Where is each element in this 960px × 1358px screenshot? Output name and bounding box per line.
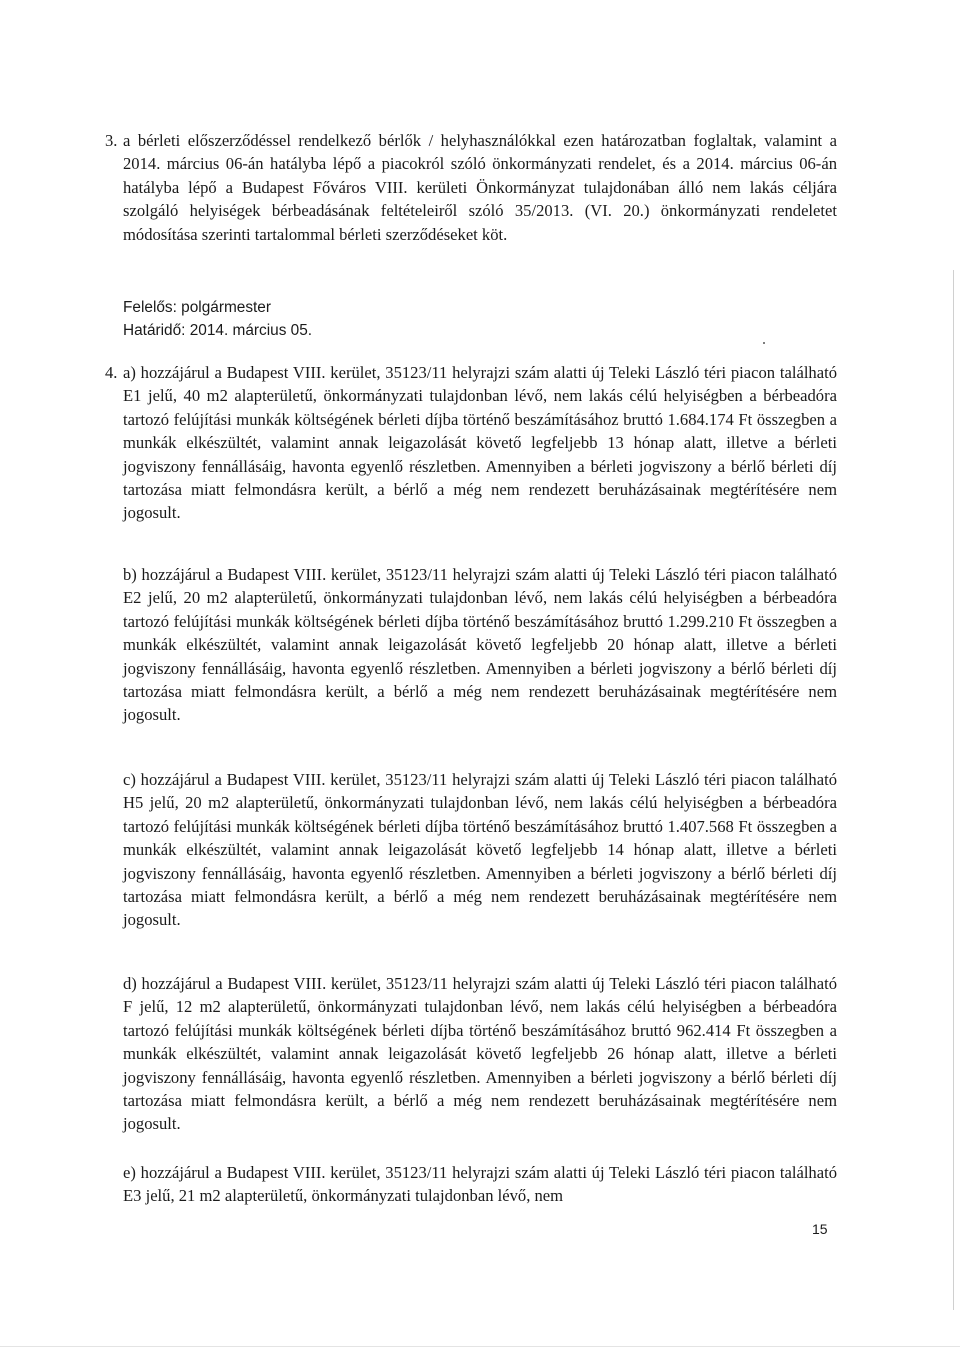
responsible-label: Felelős: polgármester — [123, 299, 271, 316]
item-4b-paragraph: b) hozzájárul a Budapest VIII. kerület, 35123/11 helyrajzi szám alatti új Teleki László téri piacon található E2 jelű, 20 m2 alapterületű, önkormányzati tulajdonban lévő, nem lakás célú helyiségben a bérbeadóra tartozó felújítási munkák költségének bérleti díjba történő beszámításához bruttó 1.299.210 Ft összegben a munkák elkészültét, valamint annak leigazolását követő legfeljebb 20 hónap alatt, illetve a bérleti jogviszony fennállásáig, havonta egyenlő részletben. Amennyiben a bérleti jogviszony a bérlő bérleti díj tartozása miatt felmondásra került, a bérlő a még nem rendezett beruházásainak megtérítésére nem jogosult. — [123, 565, 837, 725]
item-4d-paragraph: d) hozzájárul a Budapest VIII. kerület, 35123/11 helyrajzi szám alatti új Teleki László téri piacon található F jelű, 12 m2 alapterületű, önkormányzati tulajdonban lévő, nem lakás célú helyiségben a bérbeadóra tartozó felújítási munkák költségének bérleti díjba történő beszámításához bruttó 962.414 Ft összegben a munkák elkészültét, valamint annak leigazolását követő legfeljebb 26 hónap alatt, illetve a bérleti jogviszony fennállásáig, havonta egyenlő részletben. Amennyiben a bérleti jogviszony a bérlő bérleti díj tartozása miatt felmondásra került, a bérlő a még nem rendezett beruházásainak megtérítésére nem jogosult. — [123, 974, 837, 1134]
deadline-label: Határidő: 2014. március 05. — [123, 322, 313, 339]
item-3-paragraph: a bérleti előszerződéssel rendelkező bérlők / helyhasználókkal ezen határozatban foglaltak, valamint a 2014. március 06-án hatályba lépő a piacokról szóló önkormányzati rendelet, és a 2014. március 06-án hatályba lépő a Budapest Főváros VIII. kerületi Önkormányzat tulajdonában álló nem lakás céljára szolgáló helyiségek bérbeadásának feltételeiről szóló 35/2013. (VI. 20.) önkormányzati rendeletet módosítása szerinti tartalommal bérleti szerződéseket köt. — [123, 131, 837, 244]
scan-edge-bottom — [0, 1346, 960, 1347]
item-4-number: 4. — [105, 363, 118, 382]
scan-edge-right — [953, 270, 954, 1310]
item-4a-paragraph: a) hozzájárul a Budapest VIII. kerület, 35123/11 helyrajzi szám alatti új Teleki László téri piacon található E1 jelű, 40 m2 alapterületű, önkormányzati tulajdonban lévő, nem lakás célú helyiségben a bérbeadóra tartozó felújítási munkák költségének bérleti díjba történő beszámításához bruttó 1.684.174 Ft összegben a munkák elkészültét, valamint annak leigazolását követő legfeljebb 13 hónap alatt, illetve a bérleti jogviszony fennállásáig, havonta egyenlő részletben. Amennyiben a bérleti jogviszony a bérlő bérleti díj tartozása miatt felmondásra került, a bérlő a még nem rendezett beruházásainak megtérítésére nem jogosult. — [123, 363, 837, 523]
item-4c-paragraph: c) hozzájárul a Budapest VIII. kerület, 35123/11 helyrajzi szám alatti új Teleki László téri piacon található H5 jelű, 20 m2 alapterületű, önkormányzati tulajdonban lévő, nem lakás célú helyiségben a bérbeadóra tartozó felújítási munkák költségének bérleti díjba történő beszámításához bruttó 1.407.568 Ft összegben a munkák elkészültét, valamint annak leigazolását követő legfeljebb 14 hónap alatt, illetve a bérleti jogviszony fennállásáig, havonta egyenlő részletben. Amennyiben a bérleti jogviszony a bérlő bérleti díj tartozása miatt felmondásra került, a bérlő a még nem rendezett beruházásainak megtérítésére nem jogosult. — [123, 770, 837, 930]
item-3-number: 3. — [105, 131, 118, 150]
item-3-text — [123, 129, 837, 246]
item-4e-paragraph: e) hozzájárul a Budapest VIII. kerület, 35123/11 helyrajzi szám alatti új Teleki László téri piacon található E3 jelű, 21 m2 alapterületű, önkormányzati tulajdonban lévő, nem — [123, 1163, 837, 1206]
item-4c-text — [123, 768, 837, 932]
item-4a-text — [123, 361, 837, 525]
scan-speck — [763, 342, 765, 344]
item-4d-text — [123, 972, 837, 1136]
page-number: 15 — [812, 1221, 828, 1237]
item-4b-text — [123, 563, 837, 727]
item-4e-text — [123, 1161, 837, 1208]
